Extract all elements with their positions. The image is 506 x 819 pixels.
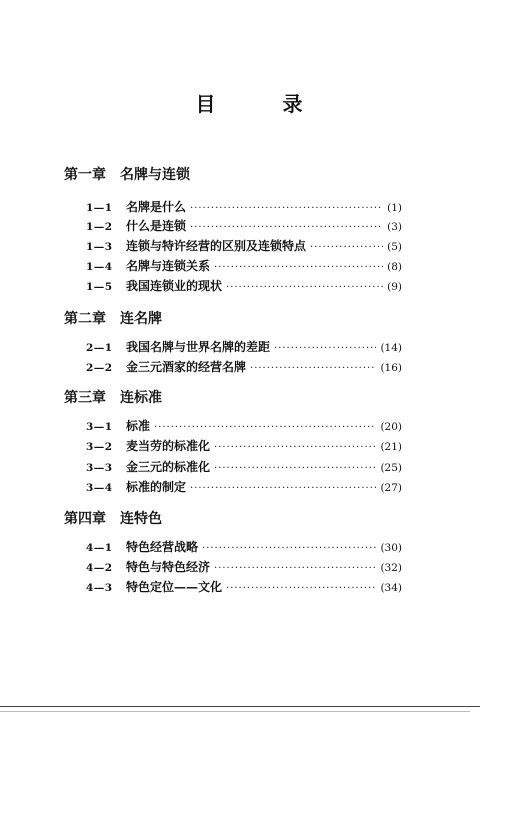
dot-leader <box>274 343 376 354</box>
section-number: 4—2 <box>86 562 113 574</box>
section-title: 我国连锁业的现状 <box>126 279 223 293</box>
section-title: 连锁与特许经营的区别及连锁特点 <box>126 239 307 253</box>
page-number: (27) <box>380 482 402 494</box>
toc-entry <box>86 478 402 496</box>
section-number: 2—1 <box>86 342 113 354</box>
chapter-heading <box>64 387 162 407</box>
chapter-heading <box>64 508 162 528</box>
section-number: 3—1 <box>86 421 113 433</box>
dot-leader <box>214 442 376 453</box>
chapter-name: 连名牌 <box>120 311 162 327</box>
section-title: 名牌是什么 <box>126 200 187 214</box>
section-title: 什么是连锁 <box>126 219 187 233</box>
page-number: (9) <box>387 281 402 293</box>
page-number: (30) <box>380 542 402 554</box>
section-number: 1—1 <box>86 202 113 214</box>
dot-leader <box>250 363 376 374</box>
page-number: (16) <box>380 362 402 374</box>
chapter-heading <box>64 164 190 184</box>
toc-entry <box>86 558 402 576</box>
section-title: 标准的制定 <box>126 480 187 494</box>
chapter-name: 连标准 <box>120 390 162 406</box>
bottom-rule-faint <box>0 711 470 712</box>
bottom-rule <box>0 706 480 707</box>
section-title: 名牌与连锁关系 <box>126 259 211 273</box>
section-number: 3—4 <box>86 482 113 494</box>
page-number: (32) <box>380 562 402 574</box>
page-number: (1) <box>387 202 402 214</box>
section-number: 1—4 <box>86 261 113 273</box>
section-number: 1—5 <box>86 281 113 293</box>
page-number: (14) <box>380 342 402 354</box>
toc-entry <box>86 338 402 356</box>
section-title: 特色经营战略 <box>126 540 199 554</box>
page-number: (20) <box>380 421 402 433</box>
toc-entry <box>86 217 402 235</box>
chapter-number: 第一章 <box>64 167 106 183</box>
section-number: 4—3 <box>86 582 113 594</box>
dot-leader <box>310 242 383 253</box>
section-title: 麦当劳的标准化 <box>126 439 211 453</box>
page-number: (21) <box>380 441 402 453</box>
page-title: 目 录 <box>195 92 333 116</box>
dot-leader <box>214 262 383 273</box>
dot-leader <box>202 543 376 554</box>
toc-entry <box>86 358 402 376</box>
dot-leader <box>226 583 376 594</box>
toc-entry <box>86 198 402 216</box>
page-number: (34) <box>380 582 402 594</box>
dot-leader <box>190 222 383 233</box>
chapter-name: 连特色 <box>120 511 162 527</box>
section-title: 标准 <box>126 419 151 433</box>
page-number: (3) <box>387 221 402 233</box>
toc-entry <box>86 437 402 455</box>
dot-leader <box>226 282 383 293</box>
section-title: 特色定位——文化 <box>126 580 223 594</box>
dot-leader <box>214 563 376 574</box>
section-title: 我国名牌与世界名牌的差距 <box>126 340 271 354</box>
section-title: 金三元酒家的经营名牌 <box>126 360 247 374</box>
chapter-heading <box>64 308 162 328</box>
toc-entry <box>86 257 402 275</box>
section-number: 3—2 <box>86 441 113 453</box>
dot-leader <box>154 422 376 433</box>
dot-leader <box>214 463 376 474</box>
section-title: 金三元的标准化 <box>126 460 211 474</box>
chapter-number: 第二章 <box>64 311 106 327</box>
page-number: (8) <box>387 261 402 273</box>
section-number: 1—2 <box>86 221 113 233</box>
toc-entry <box>86 578 402 596</box>
toc-entry <box>86 538 402 556</box>
toc-entry <box>86 277 402 295</box>
dot-leader <box>190 483 376 494</box>
chapter-number: 第三章 <box>64 390 106 406</box>
page-number: (5) <box>387 241 402 253</box>
chapter-number: 第四章 <box>64 511 106 527</box>
dot-leader <box>190 203 383 214</box>
chapter-name: 名牌与连锁 <box>120 167 190 183</box>
section-number: 2—2 <box>86 362 113 374</box>
toc-entry <box>86 417 402 435</box>
toc-entry <box>86 458 402 476</box>
section-number: 4—1 <box>86 542 113 554</box>
section-number: 3—3 <box>86 462 113 474</box>
section-title: 特色与特色经济 <box>126 560 211 574</box>
page-number: (25) <box>380 462 402 474</box>
toc-entry <box>86 237 402 255</box>
section-number: 1—3 <box>86 241 113 253</box>
